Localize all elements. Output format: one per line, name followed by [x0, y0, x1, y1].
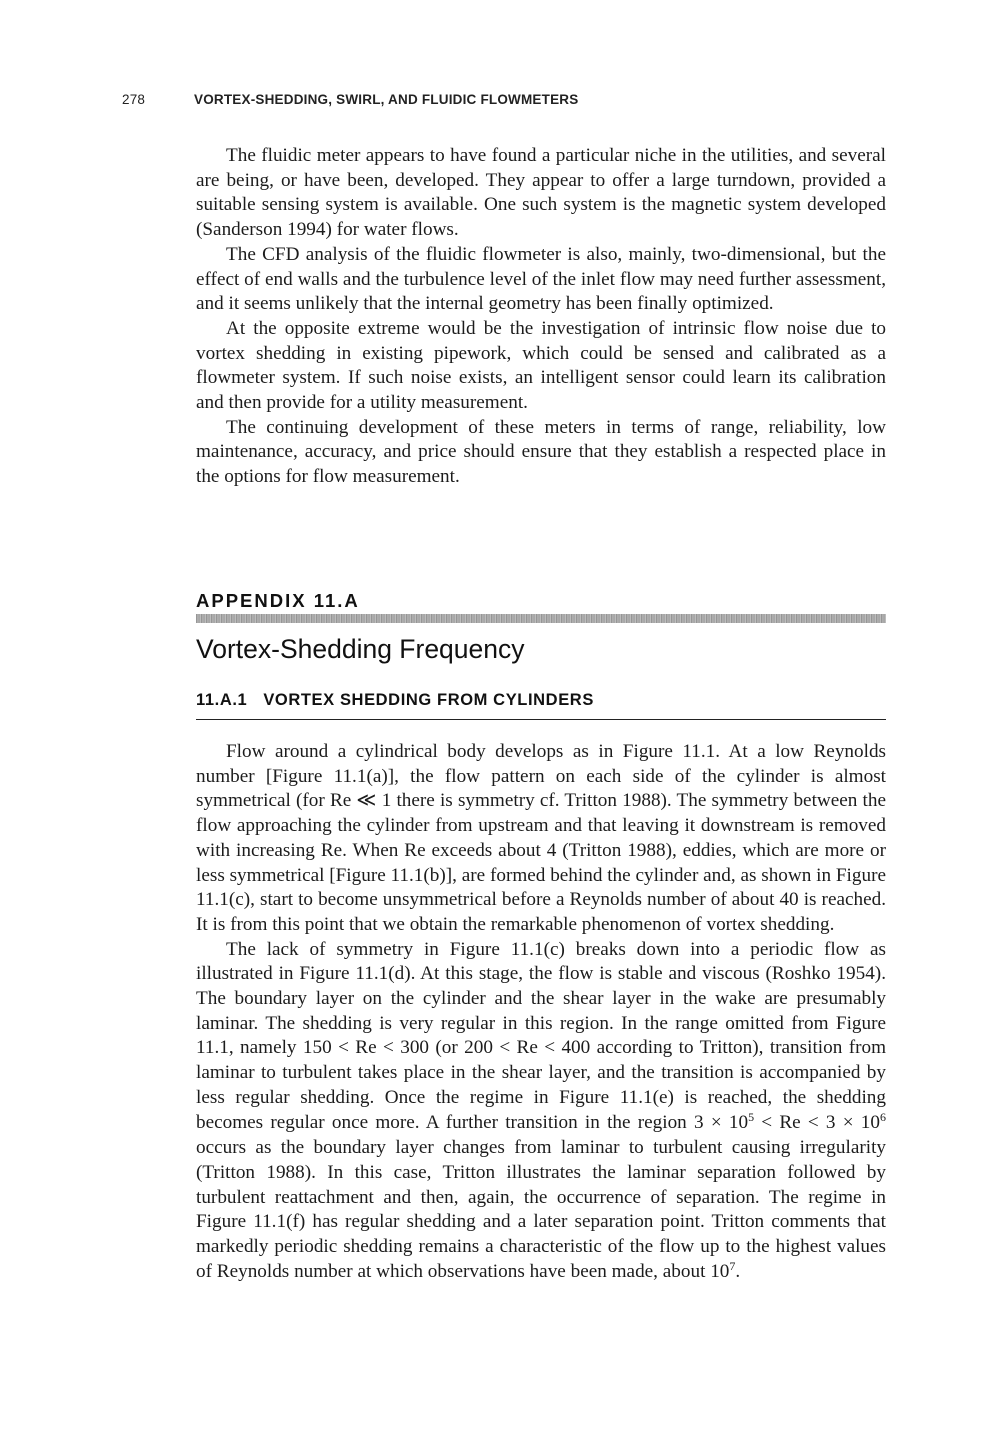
section-heading: [196, 691, 886, 710]
page-number: 278: [122, 92, 146, 107]
paragraph: Flow around a cylindrical body develops as in Figure 11.1. At a low Reynolds number [Figure 11.1(a)], the flow pattern on each side of the cylinder is almost symmetrical (for Re ≪ 1 there is symmetry cf. Tritton 1988). The symmetry between the flow approaching the cylinder from upstream and that leaving it downstream is removed with increasing Re. When Re exceeds about 4 (Tritton 1988), eddies, which are more or less symmetrical [Figure 11.1(b)], are formed behind the cylinder and, as shown in Figure 11.1(c), start to become unsymmetrical before a Reynolds number of about 40 is reached. It is from this point that we obtain the remarkable phenomenon of vortex shedding.: [196, 741, 886, 935]
text-run: .: [735, 1260, 741, 1282]
appendix-rule: [196, 614, 886, 623]
section-number: 11.A.1: [196, 691, 248, 709]
section-text: [196, 740, 886, 1285]
text-run: occurs as the boundary layer changes from laminar to turbulent causing irregularity (Tritton 1988). In this case, Tritton illustrates the laminar separation followed by turbulent reattachment and then, again, the occurrence of separation. The regime in Figure 11.1(f) has regular shedding and a later separation point. Tritton comments that markedly periodic shedding remains a characteristic of the flow up to the highest values of Reynolds number at which observations have been made, about 10: [196, 1137, 886, 1282]
paragraph: The fluidic meter appears to have found a particular niche in the utilities, and several are being, or have been, developed. They appear to offer a large turndown, provided a suitable sensing system is available. One such system is the magnetic system developed (Sanderson 1994) for water flows.: [196, 145, 886, 241]
exponent: 6: [880, 1109, 886, 1124]
paragraph: The continuing development of these meters in terms of range, reliability, low maintenance, accuracy, and price should ensure that they establish a respected place in the options for flow measurement.: [196, 416, 886, 488]
appendix-label: APPENDIX 11.A: [196, 590, 360, 611]
running-header: [122, 92, 892, 107]
paragraph: At the opposite extreme would be the investigation of intrinsic flow noise due to vortex shedding in existing pipework, which could be sensed and calibrated as a flowmeter system. If such noise exists, an intelligent sensor could learn its calibration and then provide for a utility measurement.: [196, 317, 886, 414]
paragraph: The CFD analysis of the fluidic flowmeter is also, mainly, two-dimensional, but the effect of end walls and the turbulence level of the inlet flow may need further assessment, and it seems unlikely that the internal geometry has been finally optimized.: [196, 243, 886, 315]
exponent: 5: [748, 1109, 755, 1124]
paragraph: [196, 938, 886, 1286]
text-run: The lack of symmetry in Figure 11.1(c) breaks down into a periodic flow as illustrated in Figure 11.1(d). At this stage, the flow is stable and viscous (Roshko 1954). The boundary layer on the cylinder and the shear layer in the wake are presumably laminar. The shedding is very regular in this region. In the range omitted from Figure 11.1, namely 150 < Re < 300 (or 200 < Re < 400 according to Tritton), transition from laminar to turbulent takes place in the shear layer, and the transition is accompanied by less regular shedding. Once the regime in Figure 11.1(e) is reached, the shedding becomes regular once more. A further transition in the region 3 × 10: [196, 938, 886, 1133]
text-run: < Re < 3 × 10: [754, 1111, 880, 1133]
appendix-title: Vortex-Shedding Frequency: [196, 634, 525, 664]
section-rule: [196, 719, 886, 720]
exponent: 7: [729, 1258, 736, 1273]
running-title: VORTEX-SHEDDING, SWIRL, AND FLUIDIC FLOWMETERS: [194, 92, 579, 107]
section-title: VORTEX SHEDDING FROM CYLINDERS: [263, 691, 594, 709]
intro-text: [196, 144, 886, 490]
